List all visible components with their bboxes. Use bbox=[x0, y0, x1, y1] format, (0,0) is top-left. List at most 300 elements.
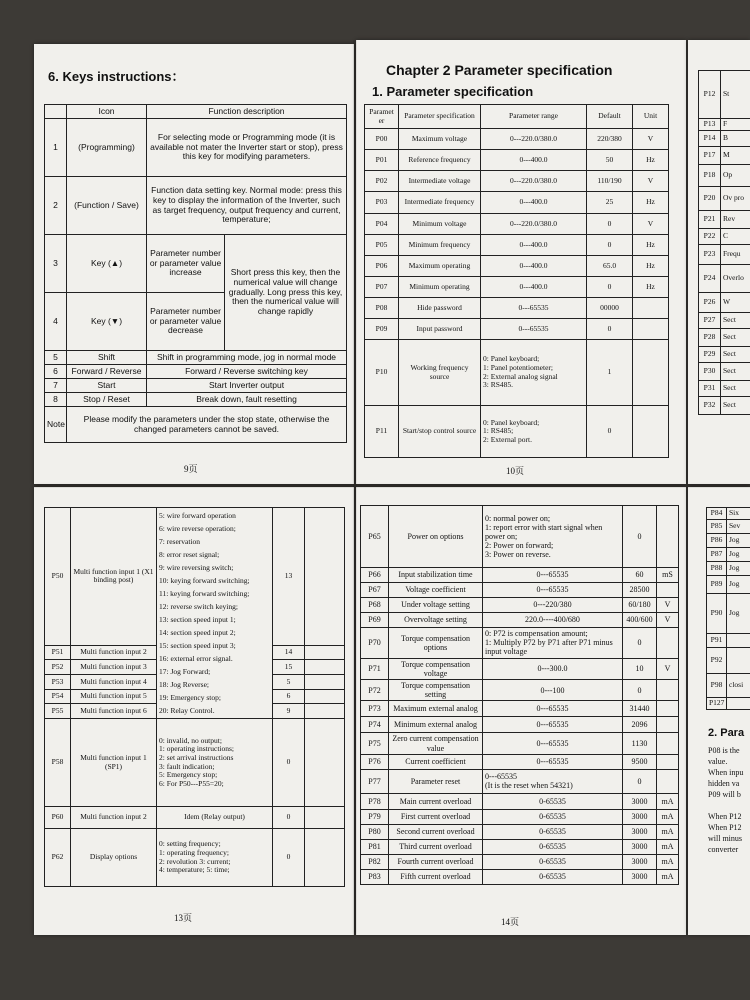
table-row bbox=[361, 701, 679, 717]
param-unit: Hz bbox=[633, 192, 669, 214]
param-code: P14 bbox=[699, 130, 721, 146]
table-row bbox=[361, 869, 679, 884]
param-range: 0: normal power on; 1: report error with start signal when power on; 2: Power on forward; 3: Power on reverse. bbox=[483, 506, 623, 568]
table-row bbox=[361, 809, 679, 824]
function-option: 20: Relay Control. bbox=[159, 706, 215, 715]
table-row bbox=[707, 648, 750, 674]
table-row bbox=[361, 839, 679, 854]
param-spec: Sect bbox=[721, 328, 750, 346]
param-unit: mA bbox=[657, 793, 679, 809]
param-default: 0 bbox=[587, 235, 633, 256]
param-default: 28500 bbox=[623, 583, 657, 598]
param-range: 0-65535 bbox=[483, 793, 623, 809]
table-row bbox=[361, 733, 679, 754]
param-default: 65.0 bbox=[587, 256, 633, 277]
row-number: 6 bbox=[45, 365, 67, 379]
section-text bbox=[708, 745, 743, 855]
table-row bbox=[45, 807, 345, 829]
key-description: Shift in programming mode, jog in normal mode bbox=[147, 351, 347, 365]
table-row bbox=[699, 210, 750, 228]
text-line bbox=[708, 800, 743, 811]
param-code: P90 bbox=[707, 594, 727, 634]
param-spec: Op bbox=[721, 164, 750, 186]
param-code: P09 bbox=[365, 319, 399, 340]
function-option: 7: reservation bbox=[159, 537, 201, 546]
param-spec: Current coefficient bbox=[389, 754, 483, 769]
param-code: P81 bbox=[361, 839, 389, 854]
page-number: 14页 bbox=[501, 917, 520, 927]
table-row bbox=[699, 228, 750, 244]
table-row bbox=[707, 548, 750, 562]
table-row bbox=[361, 568, 679, 583]
param-default: 6 bbox=[273, 689, 305, 704]
param-spec: Frequ bbox=[721, 244, 750, 264]
param-default: 3000 bbox=[623, 809, 657, 824]
param-spec: Power on options bbox=[389, 506, 483, 568]
param-unit: V bbox=[657, 658, 679, 679]
param-spec: Jog bbox=[727, 594, 750, 634]
header-param: Paramet er bbox=[365, 105, 399, 129]
table-row bbox=[365, 214, 669, 235]
param-range: 0-65535 bbox=[483, 854, 623, 869]
row-number: 1 bbox=[45, 119, 67, 177]
param-code: P26 bbox=[699, 292, 721, 312]
param-spec: Fourth current overload bbox=[389, 854, 483, 869]
param-code: P87 bbox=[707, 548, 727, 562]
note-text: Please modify the parameters under the stop state, otherwise the changed parameters cannot be saved. bbox=[67, 407, 347, 443]
param-unit bbox=[305, 660, 345, 675]
param-spec: Multi function input 4 bbox=[71, 675, 157, 690]
param-range: 0---400.0 bbox=[481, 235, 587, 256]
param-default: 10 bbox=[623, 658, 657, 679]
keys-table bbox=[44, 104, 347, 443]
param-spec: closi bbox=[727, 674, 750, 698]
row-number: 3 bbox=[45, 235, 67, 293]
row-number: 8 bbox=[45, 393, 67, 407]
param-unit bbox=[657, 506, 679, 568]
table-row bbox=[365, 150, 669, 171]
table-row bbox=[699, 164, 750, 186]
table-row bbox=[707, 698, 750, 710]
function-option: 17: Jog Forward; bbox=[159, 667, 211, 676]
param-code: P75 bbox=[361, 733, 389, 754]
param-spec: Minimum voltage bbox=[399, 214, 481, 235]
param-unit: Hz bbox=[633, 235, 669, 256]
param-code: P02 bbox=[365, 171, 399, 192]
param-code: P67 bbox=[361, 583, 389, 598]
param-unit bbox=[633, 340, 669, 406]
param-unit bbox=[305, 689, 345, 704]
param-code: P50 bbox=[45, 508, 71, 646]
header-unit: Unit bbox=[633, 105, 669, 129]
col-function-header: Function description bbox=[147, 105, 347, 119]
param-unit bbox=[305, 807, 345, 829]
param-code: P00 bbox=[365, 129, 399, 150]
param-default: 0 bbox=[623, 506, 657, 568]
row-number: 5 bbox=[45, 351, 67, 365]
param-spec: Fifth current overload bbox=[389, 869, 483, 884]
param-default: 3000 bbox=[623, 824, 657, 839]
page-13 bbox=[34, 487, 354, 935]
table-row bbox=[707, 508, 750, 520]
parameter-table-partial-2 bbox=[706, 507, 750, 710]
param-spec: Multi function input 3 bbox=[71, 660, 157, 675]
param-default: 00000 bbox=[587, 298, 633, 319]
page-9 bbox=[34, 44, 354, 484]
param-code: P58 bbox=[45, 719, 71, 807]
param-default: 110/190 bbox=[587, 171, 633, 192]
table-row bbox=[365, 340, 669, 406]
param-default: 0 bbox=[623, 679, 657, 700]
text-line: will minus bbox=[708, 834, 743, 843]
key-description: Parameter number or parameter value decrease bbox=[147, 293, 225, 351]
param-spec: Minimum operating bbox=[399, 277, 481, 298]
param-range: 0: setting frequency; 1: operating frequency; 2: revolution 3: current; 4: temperature; 5: time; bbox=[157, 829, 273, 887]
function-option: 16: external error signal. bbox=[159, 654, 233, 663]
param-unit: Hz bbox=[633, 256, 669, 277]
param-spec: Ov pro bbox=[721, 186, 750, 210]
table-row bbox=[361, 854, 679, 869]
param-range: 0---65535 (It is the reset when 54321) bbox=[483, 769, 623, 793]
param-spec: M bbox=[721, 146, 750, 164]
param-unit: V bbox=[633, 171, 669, 192]
page-10 bbox=[356, 40, 686, 484]
param-spec: Sect bbox=[721, 346, 750, 362]
param-range: 0---220/380 bbox=[483, 598, 623, 613]
param-default: 3000 bbox=[623, 839, 657, 854]
param-spec: Hide password bbox=[399, 298, 481, 319]
table-row bbox=[365, 319, 669, 340]
param-default: 15 bbox=[273, 660, 305, 675]
key-description: For selecting mode or Programming mode (it is available not mater the Inverter start or stop), press this key for modifying parameters. bbox=[147, 119, 347, 177]
function-option: 14: section speed input 2; bbox=[159, 628, 236, 637]
param-code: P11 bbox=[365, 406, 399, 458]
param-default: 25 bbox=[587, 192, 633, 214]
param-unit: V bbox=[657, 613, 679, 628]
param-default: 0 bbox=[273, 807, 305, 829]
text-line: When P12 bbox=[708, 812, 742, 821]
param-spec: Jog bbox=[727, 534, 750, 548]
function-option: 12: reverse switch keying; bbox=[159, 602, 238, 611]
param-unit bbox=[657, 679, 679, 700]
param-spec: Input stabilization time bbox=[389, 568, 483, 583]
page-15-partial bbox=[688, 487, 750, 935]
param-default: 2096 bbox=[623, 717, 657, 733]
param-default: 60/180 bbox=[623, 598, 657, 613]
table-row bbox=[365, 277, 669, 298]
param-spec bbox=[727, 698, 750, 710]
param-default: 50 bbox=[587, 150, 633, 171]
param-code: P86 bbox=[707, 534, 727, 548]
key-shared-description: Short press this key, then the numerical value will change gradually. Long press this key, then the numerical value will change rapidly bbox=[225, 235, 347, 351]
table-row bbox=[707, 534, 750, 548]
param-code: P08 bbox=[365, 298, 399, 319]
function-option: 8: error reset signal; bbox=[159, 550, 220, 559]
text-line: value. bbox=[708, 757, 728, 766]
param-default: 0 bbox=[273, 719, 305, 807]
function-option: 9: wire reversing switch; bbox=[159, 563, 234, 572]
param-range: 0: Panel keyboard; 1: Panel potentiometer; 2: External analog signal 3: RS485. bbox=[481, 340, 587, 406]
param-code: P24 bbox=[699, 264, 721, 292]
param-default: 0 bbox=[587, 406, 633, 458]
param-default: 3000 bbox=[623, 793, 657, 809]
param-range: 0---400.0 bbox=[481, 150, 587, 171]
param-spec: W bbox=[721, 292, 750, 312]
param-spec: Multi function input 6 bbox=[71, 704, 157, 719]
function-option: 15: section speed input 3; bbox=[159, 641, 236, 650]
table-row bbox=[699, 346, 750, 362]
col-icon-header: Icon bbox=[67, 105, 147, 119]
param-spec: Torque compensation setting bbox=[389, 679, 483, 700]
table-row bbox=[361, 793, 679, 809]
param-code: P12 bbox=[699, 71, 721, 119]
param-range: 0-65535 bbox=[483, 809, 623, 824]
param-unit bbox=[305, 675, 345, 690]
table-row bbox=[699, 328, 750, 346]
param-code: P13 bbox=[699, 119, 721, 131]
param-code: P10 bbox=[365, 340, 399, 406]
param-code: P68 bbox=[361, 598, 389, 613]
param-range: 0---300.0 bbox=[483, 658, 623, 679]
param-code: P27 bbox=[699, 312, 721, 328]
param-spec: Minimum frequency bbox=[399, 235, 481, 256]
param-unit: mA bbox=[657, 869, 679, 884]
param-spec: Input password bbox=[399, 319, 481, 340]
param-spec: Intermediate frequency bbox=[399, 192, 481, 214]
param-unit: mA bbox=[657, 854, 679, 869]
table-row bbox=[361, 769, 679, 793]
param-spec: Working frequency source bbox=[399, 340, 481, 406]
param-unit bbox=[657, 701, 679, 717]
param-spec: Parameter reset bbox=[389, 769, 483, 793]
param-code: P62 bbox=[45, 829, 71, 887]
param-code: P54 bbox=[45, 689, 71, 704]
param-code: P89 bbox=[707, 576, 727, 594]
table-row bbox=[361, 679, 679, 700]
param-spec: Rev bbox=[721, 210, 750, 228]
table-row bbox=[699, 130, 750, 146]
chapter-title: Chapter 2 Parameter specification bbox=[386, 62, 613, 78]
param-code: P01 bbox=[365, 150, 399, 171]
param-unit bbox=[633, 319, 669, 340]
text-line: P08 is the bbox=[708, 746, 740, 755]
param-code: P51 bbox=[45, 645, 71, 660]
param-code: P72 bbox=[361, 679, 389, 700]
key-description: Parameter number or parameter value increase bbox=[147, 235, 225, 293]
param-code: P65 bbox=[361, 506, 389, 568]
table-row bbox=[707, 594, 750, 634]
param-spec: Torque compensation voltage bbox=[389, 658, 483, 679]
param-unit bbox=[633, 406, 669, 458]
param-code: P53 bbox=[45, 675, 71, 690]
param-spec: Six bbox=[727, 508, 750, 520]
param-code: P66 bbox=[361, 568, 389, 583]
text-line: P09 will b bbox=[708, 790, 741, 799]
param-unit bbox=[657, 754, 679, 769]
param-default: 3000 bbox=[623, 869, 657, 884]
param-unit: V bbox=[633, 214, 669, 235]
param-unit bbox=[305, 829, 345, 887]
param-spec: Multi function input 1 (SP1) bbox=[71, 719, 157, 807]
param-code: P21 bbox=[699, 210, 721, 228]
table-row bbox=[361, 613, 679, 628]
table-row bbox=[365, 256, 669, 277]
note-label: Note bbox=[45, 407, 67, 443]
key-name: Stop / Reset bbox=[67, 393, 147, 407]
param-spec: First current overload bbox=[389, 809, 483, 824]
param-code: P79 bbox=[361, 809, 389, 824]
table-row bbox=[699, 119, 750, 131]
function-option: 6: wire reverse operation; bbox=[159, 524, 236, 533]
param-range: 0---220.0/380.0 bbox=[481, 171, 587, 192]
param-range: Idem (Relay output) bbox=[157, 807, 273, 829]
row-number: 4 bbox=[45, 293, 67, 351]
key-description: Forward / Reverse switching key bbox=[147, 365, 347, 379]
param-code: P05 bbox=[365, 235, 399, 256]
param-spec: Second current overload bbox=[389, 824, 483, 839]
table-row bbox=[361, 754, 679, 769]
param-code: P28 bbox=[699, 328, 721, 346]
param-default: 0 bbox=[587, 214, 633, 235]
table-row bbox=[699, 71, 750, 119]
param-range: 0---65535 bbox=[481, 298, 587, 319]
param-code: P80 bbox=[361, 824, 389, 839]
page-title: 6. Keys instructions： bbox=[48, 69, 185, 84]
table-row bbox=[361, 717, 679, 733]
param-code: P83 bbox=[361, 869, 389, 884]
param-spec bbox=[727, 634, 750, 648]
param-spec: Multi function input 2 bbox=[71, 645, 157, 660]
table-row bbox=[361, 824, 679, 839]
table-row bbox=[365, 129, 669, 150]
table-row bbox=[45, 719, 345, 807]
param-code: P127 bbox=[707, 698, 727, 710]
param-code: P30 bbox=[699, 362, 721, 380]
param-code: P73 bbox=[361, 701, 389, 717]
param-spec: Sect bbox=[721, 362, 750, 380]
param-range: 0: P72 is compensation amount; 1: Multiply P72 by P71 after P71 minus input voltage bbox=[483, 628, 623, 659]
text-line: When inpu bbox=[708, 768, 744, 777]
param-range: 0---400.0 bbox=[481, 277, 587, 298]
param-code: P88 bbox=[707, 562, 727, 576]
param-default: 0 bbox=[273, 829, 305, 887]
param-spec: Sect bbox=[721, 396, 750, 414]
table-row bbox=[365, 171, 669, 192]
param-unit bbox=[657, 733, 679, 754]
table-row bbox=[707, 520, 750, 534]
page-14 bbox=[356, 487, 686, 935]
table-row bbox=[699, 312, 750, 328]
section-title: 1. Parameter specification bbox=[372, 84, 534, 99]
param-spec: Multi function input 2 bbox=[71, 807, 157, 829]
param-code: P20 bbox=[699, 186, 721, 210]
param-code: P07 bbox=[365, 277, 399, 298]
table-row bbox=[707, 674, 750, 698]
param-unit: mA bbox=[657, 809, 679, 824]
param-unit: V bbox=[657, 598, 679, 613]
function-options-list bbox=[157, 508, 273, 719]
param-range: 0---65535 bbox=[483, 583, 623, 598]
param-range: 0-65535 bbox=[483, 824, 623, 839]
param-range: 0---220.0/380.0 bbox=[481, 214, 587, 235]
parameter-table-partial bbox=[698, 70, 750, 415]
param-spec: Multi function input 1 (X1 binding post) bbox=[71, 508, 157, 646]
header-default: Default bbox=[587, 105, 633, 129]
param-code: P22 bbox=[699, 228, 721, 244]
table-row bbox=[361, 506, 679, 568]
param-default: 400/600 bbox=[623, 613, 657, 628]
param-spec: Sev bbox=[727, 520, 750, 534]
param-default: 13 bbox=[273, 508, 305, 646]
param-range: 220.0----400/680 bbox=[483, 613, 623, 628]
table-row bbox=[707, 562, 750, 576]
param-spec: Intermediate voltage bbox=[399, 171, 481, 192]
param-code: P18 bbox=[699, 164, 721, 186]
param-default: 220/380 bbox=[587, 129, 633, 150]
param-code: P29 bbox=[699, 346, 721, 362]
table-row bbox=[361, 628, 679, 659]
table-row bbox=[365, 235, 669, 256]
table-row bbox=[365, 298, 669, 319]
param-spec: C bbox=[721, 228, 750, 244]
table-row bbox=[699, 380, 750, 396]
param-spec: Under voltage setting bbox=[389, 598, 483, 613]
param-range: 0---65535 bbox=[483, 733, 623, 754]
table-row bbox=[365, 406, 669, 458]
multifunction-table bbox=[44, 507, 345, 887]
param-code: P84 bbox=[707, 508, 727, 520]
param-code: P31 bbox=[699, 380, 721, 396]
key-name: Shift bbox=[67, 351, 147, 365]
text-line: hidden va bbox=[708, 779, 740, 788]
param-spec: Display options bbox=[71, 829, 157, 887]
table-row bbox=[699, 186, 750, 210]
param-unit bbox=[657, 583, 679, 598]
key-name: Start bbox=[67, 379, 147, 393]
param-default: 9500 bbox=[623, 754, 657, 769]
param-range: 0---400.0 bbox=[481, 256, 587, 277]
param-spec: Main current overload bbox=[389, 793, 483, 809]
param-range: 0: Panel keyboard; 1: RS485; 2: External port. bbox=[481, 406, 587, 458]
table-row bbox=[361, 658, 679, 679]
param-default: 0 bbox=[587, 319, 633, 340]
param-spec bbox=[727, 648, 750, 674]
param-unit: mS bbox=[657, 568, 679, 583]
text-line: When P12 bbox=[708, 823, 742, 832]
param-code: P32 bbox=[699, 396, 721, 414]
row-number: 2 bbox=[45, 177, 67, 235]
param-code: P76 bbox=[361, 754, 389, 769]
key-description: Break down, fault resetting bbox=[147, 393, 347, 407]
param-default: 0 bbox=[587, 277, 633, 298]
param-default: 14 bbox=[273, 645, 305, 660]
param-range: 0---220.0/380.0 bbox=[481, 129, 587, 150]
header-range: Parameter range bbox=[481, 105, 587, 129]
param-spec: Overvoltage setting bbox=[389, 613, 483, 628]
table-row bbox=[361, 583, 679, 598]
table-row bbox=[365, 192, 669, 214]
section-title: 2. Para bbox=[708, 727, 745, 739]
param-unit bbox=[305, 719, 345, 807]
table-row bbox=[361, 598, 679, 613]
param-unit bbox=[305, 704, 345, 719]
param-code: P52 bbox=[45, 660, 71, 675]
param-code: P78 bbox=[361, 793, 389, 809]
key-name: Forward / Reverse bbox=[67, 365, 147, 379]
key-name: (Programming) bbox=[67, 119, 147, 177]
table-row bbox=[699, 244, 750, 264]
param-code: P74 bbox=[361, 717, 389, 733]
